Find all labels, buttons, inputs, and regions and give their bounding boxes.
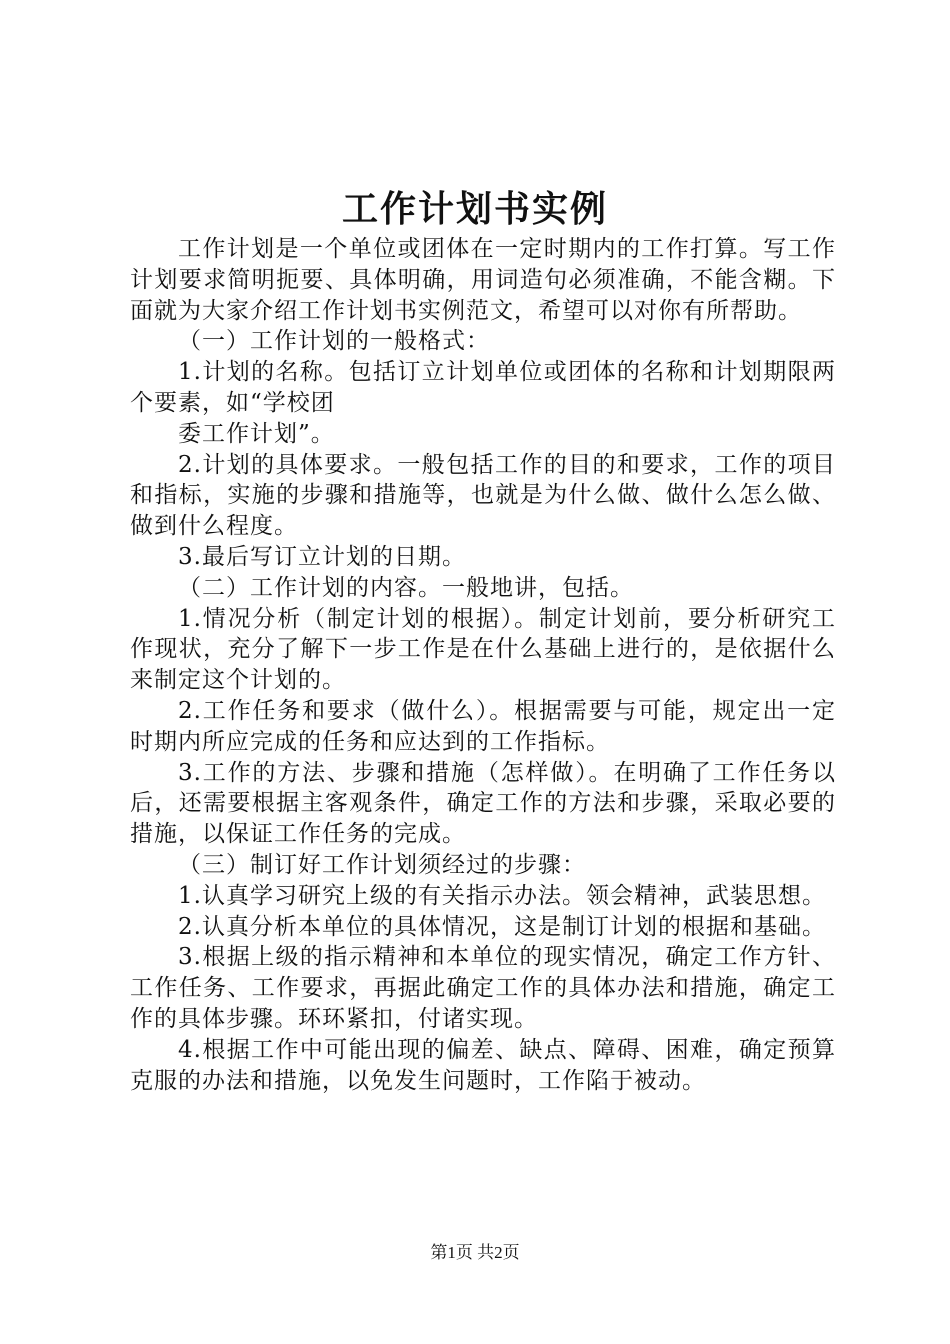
- paragraph-3-4: 4.根据工作中可能出现的偏差、缺点、障碍、困难，确定预算克服的办法和措施，以免发生问题时，工作陷于被动。: [130, 1036, 836, 1094]
- paragraph-1-1-continued: 委工作计划”。: [178, 420, 335, 447]
- paragraph-3-1: 1.认真学习研究上级的有关指示办法。领会精神，武装思想。: [178, 882, 826, 909]
- page-footer: 第1页 共2页: [430, 1243, 520, 1262]
- paragraph-2-2: 2.工作任务和要求（做什么）。根据需要与可能，规定出一定时期内所应完成的任务和应达到的工作指标。: [130, 697, 836, 755]
- paragraph-1-3: 3.最后写订立计划的日期。: [178, 543, 466, 570]
- paragraph-2-3: 3.工作的方法、步骤和措施（怎样做）。在明确了工作任务以后，还需要根据主客观条件，确定工作的方法和步骤，采取必要的措施，以保证工作任务的完成。: [130, 759, 836, 848]
- document-body: [130, 234, 836, 1096]
- paragraph-1-2: 2.计划的具体要求。一般包括工作的目的和要求，工作的项目和指标，实施的步骤和措施等，也就是为什么做、做什么怎么做、做到什么程度。: [130, 451, 836, 540]
- paragraph-section-2-heading: （二）工作计划的内容。一般地讲，包括。: [178, 574, 634, 601]
- paragraph-section-1-heading: （一）工作计划的一般格式：: [178, 328, 490, 355]
- paragraph-section-3-heading: （三）制订好工作计划须经过的步骤：: [178, 851, 586, 878]
- paragraph-2-1: 1.情况分析（制定计划的根据）。制定计划前，要分析研究工作现状，充分了解下一步工作是在什么基础上进行的，是依据什么来制定这个计划的。: [130, 605, 836, 694]
- paragraph-intro: 工作计划是一个单位或团体在一定时期内的工作打算。写工作计划要求简明扼要、具体明确，用词造句必须准确，不能含糊。下面就为大家介绍工作计划书实例范文，希望可以对你有所帮助。: [130, 236, 836, 324]
- paragraph-3-2: 2.认真分析本单位的具体情况，这是制订计划的根据和基础。: [178, 913, 826, 940]
- document-title: 工作计划书实例: [341, 188, 608, 230]
- paragraph-1-1: 1.计划的名称。包括订立计划单位或团体的名称和计划期限两个要素，如“学校团: [130, 359, 836, 416]
- paragraph-3-3: 3.根据上级的指示精神和本单位的现实情况，确定工作方针、工作任务、工作要求，再据此确定工作的具体办法和措施，确定工作的具体步骤。环环紧扣，付诸实现。: [130, 944, 836, 1032]
